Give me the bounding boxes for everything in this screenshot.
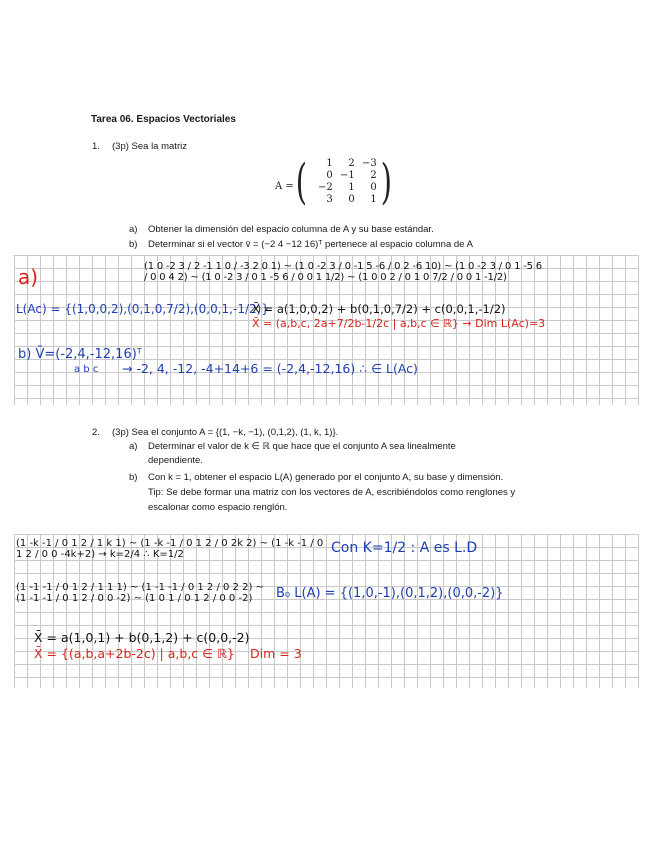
hw-abc: a b c: [74, 364, 99, 375]
hw2-row2: (1 -1 -1 / 0 1 2 / 1 1 1) ~ (1 -1 -1 / 0 1 2 / 0 2 2) ~ (1 -1 -1 / 0 1 2 / 0 0 -2) ~ (1 0 1 / 0 1 2 / 0 0 -2): [16, 582, 264, 604]
q1-a-label: a): [129, 224, 138, 235]
hw2-x-set: X̄ = {(a,b,a+2b-2c) | a,b,c ∈ ℝ}: [34, 646, 235, 661]
matrix-a: [292, 154, 395, 210]
q1-intro: (3p) Sea la matriz: [112, 141, 187, 152]
matrix-cell: 3: [326, 194, 333, 205]
hw-check: → -2, 4, -12, -4+14+6 = (-2,4,-12,16) ∴ ∈ L(Ac): [122, 361, 418, 376]
matrix-cell: 0: [370, 182, 377, 193]
matrix-cell: 2: [370, 170, 377, 181]
hw2-x-combo: X̄ = a(1,0,1) + b(0,1,2) + c(0,0,-2): [34, 630, 250, 645]
hw-a-mark: a): [18, 265, 39, 289]
matrix-cell: 0: [348, 194, 355, 205]
q2-b-label: b): [129, 472, 138, 483]
matrix-cell: −1: [339, 170, 355, 181]
matrix-cell: 1: [326, 158, 333, 169]
hw-x-set: X̄ = (a,b,c, 2a+7/2b-1/2c | a,b,c ∈ ℝ} → Dim L(Ac)=3: [252, 317, 546, 330]
q1-b-label: b): [129, 239, 138, 250]
q1-a-text: Obtener la dimensión del espacio columna de A y su base estándar.: [148, 224, 434, 235]
hw2-row1: (1 -k -1 / 0 1 2 / 1 k 1) ~ (1 -k -1 / 0 1 2 / 0 2k 2) ~ (1 -k -1 / 0 1 2 / 0 0 -4k+2) → k=2/4 ∴ K=1/2: [16, 538, 324, 560]
matrix-cell: 0: [326, 170, 333, 181]
q2-b-text-3: escalonar como espacio renglón.: [148, 502, 288, 513]
q2-number: 2.: [92, 427, 100, 438]
hw2-row2-basis: B₀ L(A) = {(1,0,-1),(0,1,2),(0,0,-2)}: [276, 586, 504, 601]
grid-paper-1: [14, 255, 639, 405]
matrix-cell: 1: [370, 194, 377, 205]
hw-b-line: b) V̄=(-2,4,-12,16)ᵀ: [18, 347, 142, 362]
q1-b-text: Determinar si el vector v̄ = (−2 4 −12 16)ᵀ pertenece al espacio columna de A: [148, 239, 473, 250]
q2-b-text-1: Con k = 1, obtener el espacio L(A) generado por el conjunto A, su base y dimensión.: [148, 472, 504, 483]
matrix-label: A =: [275, 181, 294, 192]
page-title: Tarea 06. Espacios Vectoriales: [91, 114, 236, 125]
q1-number: 1.: [92, 141, 100, 152]
matrix-cell: 2: [348, 158, 355, 169]
q2-b-text-2: Tip: Se debe formar una matriz con los vectores de A, escribiéndolos como renglones y: [148, 487, 516, 498]
hw-basis: L(Ac) = {(1,0,0,2),(0,1,0,7/2),(0,0,1,-1/2)}: [16, 302, 269, 316]
q2-a-label: a): [129, 441, 138, 452]
matrix-cell: −3: [361, 158, 377, 169]
hw2-dim: Dim = 3: [250, 646, 302, 661]
hw-x-combo: X̄ = a(1,0,0,2) + b(0,1,0,7/2) + c(0,0,1,-1/2): [252, 302, 506, 316]
matrix-cell: −2: [317, 182, 333, 193]
matrix-cell: 1: [348, 182, 355, 193]
left-paren: (: [295, 154, 307, 210]
hw2-row1-conclusion: Con K=1/2 : A es L.D: [331, 540, 478, 556]
grid-paper-2: [14, 534, 639, 688]
q2-a-text-2: dependiente.: [148, 455, 203, 466]
hw-row-reduction: (1 0 -2 3 / 2 -1 1 0 / -3 2 0 1) ~ (1 0 -2 3 / 0 -1 5 -6 / 0 2 -6 10) ~ (1 0 -2 3 / 0 1 -5 6 / 0 0 4 2) ~ (1 0 -2 3 / 0 1 -5 6 / 0 0 1 1/2) ~ (1 0 0 2 / 0 1 0 7/2 / 0 0 1 -1/2): [144, 261, 542, 283]
q2-intro: (3p) Sea el conjunto A = {(1, −k, −1), (0,1,2), (1, k, 1)}.: [112, 427, 339, 438]
right-paren: ): [380, 154, 392, 210]
q2-a-text-1: Determinar el valor de k ∈ ℝ que hace que el conjunto A sea linealmente: [148, 441, 456, 452]
